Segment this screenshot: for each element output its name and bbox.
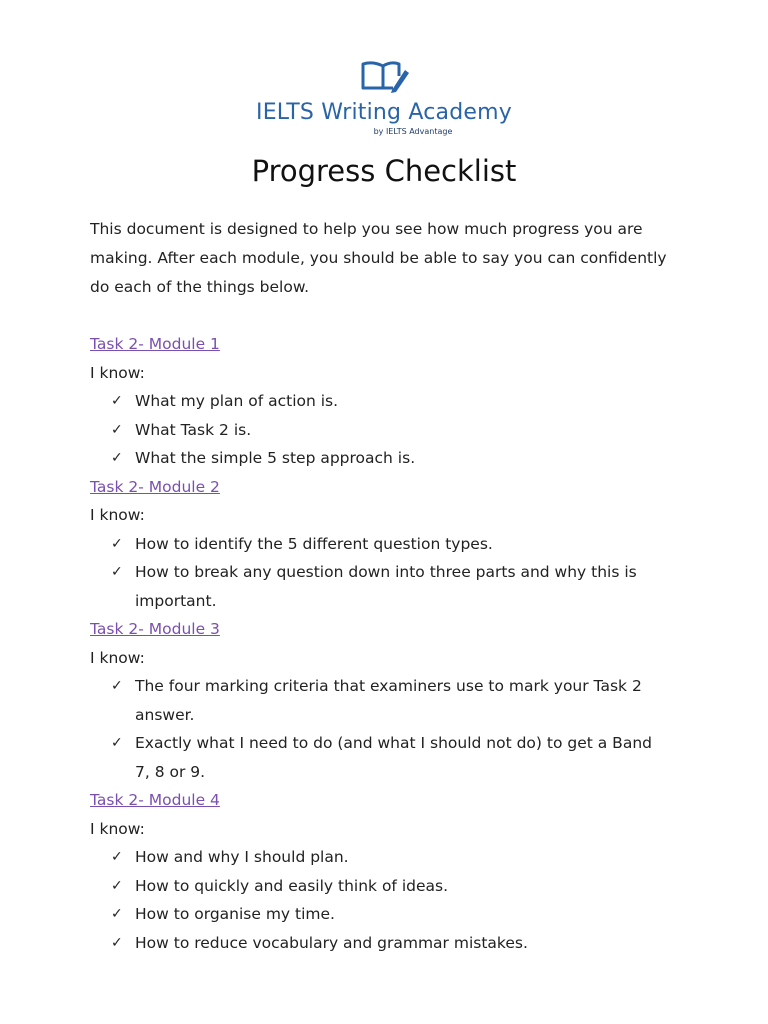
checklist-item: ✓ How to reduce vocabulary and grammar mistakes.: [90, 929, 665, 958]
checklist: [90, 387, 690, 473]
check-mark-icon: ✓: [111, 877, 123, 894]
module-section: [90, 330, 690, 473]
check-mark-icon: ✓: [111, 906, 123, 922]
logo-name: IELTS Writing Academy: [256, 100, 512, 125]
check-mark-icon: ✓: [111, 934, 123, 951]
page-title: Progress Checklist: [251, 154, 517, 188]
section-lead: I know:: [90, 506, 145, 524]
checklist-sections: [90, 330, 690, 957]
checklist-item: ✓ What the simple 5 step approach is.: [90, 444, 665, 473]
check-mark-icon: ✓: [111, 421, 123, 438]
module-3-link[interactable]: Task 2- Module 3: [90, 620, 220, 638]
checklist-item: ✓ What Task 2 is.: [90, 416, 665, 445]
module-section: [90, 786, 690, 957]
check-mark-icon: ✓: [111, 564, 123, 580]
check-mark-icon: ✓: [111, 393, 123, 409]
checklist-item: ✓ How to quickly and easily think of ideas.: [90, 872, 665, 901]
open-book-pencil-icon: [359, 58, 409, 94]
module-section: [90, 473, 690, 616]
checklist-item: ✓ What my plan of action is.: [90, 387, 665, 416]
section-lead: I know:: [90, 363, 145, 382]
check-mark-icon: ✓: [111, 849, 123, 865]
module-4-link[interactable]: Task 2- Module 4: [90, 791, 220, 809]
checklist-item: ✓ Exactly what I need to do (and what I should not do) to get a Band 7, 8 or 9.: [90, 729, 665, 786]
checklist-item: ✓ The four marking criteria that examiners use to mark your Task 2 answer.: [90, 672, 665, 729]
checklist: [90, 672, 690, 786]
checklist-item: ✓ How to break any question down into three parts and why this is important.: [90, 558, 665, 615]
checklist-item: ✓ How to organise my time.: [90, 900, 665, 929]
module-2-link[interactable]: Task 2- Module 2: [90, 477, 220, 496]
section-lead: I know:: [90, 648, 145, 667]
checklist: [90, 843, 690, 957]
checklist-item: ✓ How to identify the 5 different question types.: [90, 530, 665, 559]
checklist-item: ✓ How and why I should plan.: [90, 843, 665, 872]
module-section: [90, 615, 690, 786]
check-mark-icon: ✓: [111, 535, 123, 552]
check-mark-icon: ✓: [111, 450, 123, 466]
logo-subtitle: by IELTS Advantage: [373, 127, 453, 136]
module-1-link[interactable]: Task 2- Module 1: [90, 335, 220, 353]
academy-logo: [0, 58, 768, 136]
check-mark-icon: ✓: [111, 678, 123, 694]
check-mark-icon: ✓: [111, 735, 123, 751]
intro-paragraph: This document is designed to help you see how much progress you are making. After each module, you should be able to say you can confidently do each of the things below.: [90, 220, 667, 296]
checklist: [90, 530, 690, 616]
section-lead: I know:: [90, 819, 145, 838]
